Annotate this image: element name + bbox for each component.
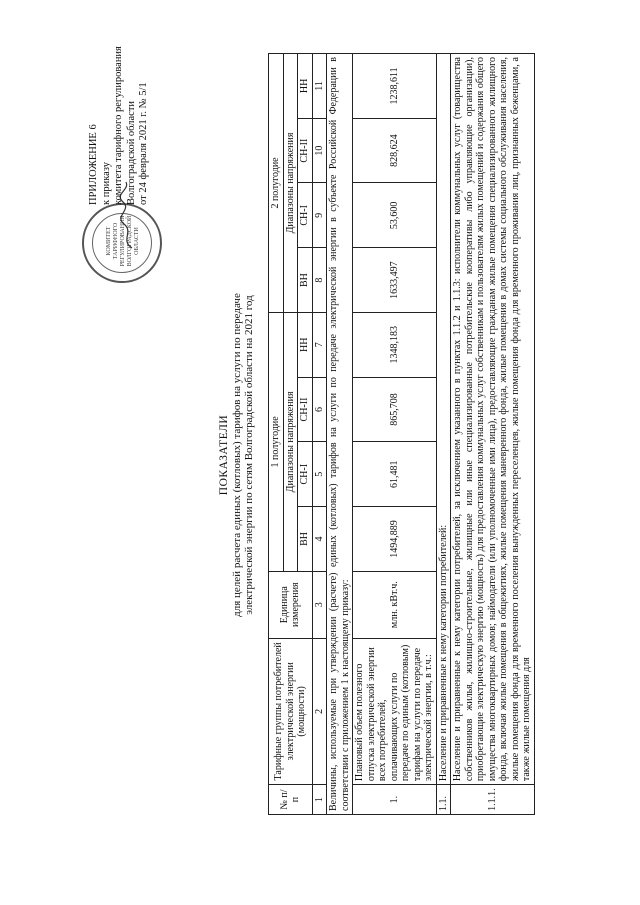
value-cell: 1238,611 [353, 54, 437, 119]
index-cell: 7 [312, 312, 327, 377]
row11-label: Население и приравненные к нему категории потребителей: [436, 54, 451, 785]
header-half1: 1 полугодие [269, 312, 284, 571]
row1-unit: млн. кВт.ч. [353, 571, 437, 638]
value-cell: 1348,183 [353, 312, 437, 377]
level-cell: НН [298, 54, 313, 119]
appendix-line-1: ПРИЛОЖЕНИЕ 6 [88, 124, 99, 205]
value-cell: 53,600 [353, 183, 437, 248]
row1-label: Плановый объем полезного отпуска электрической энергии всех потребителей, оплачивающих услуги по передаче по единым (котловым) тарифам на услуги по передаче электрической энергии, в т.ч.: [353, 638, 437, 785]
value-cell: 1494,889 [353, 507, 437, 572]
level-cell: СН-II [298, 118, 313, 183]
title-line-2: для целей расчета единых (котловых) тарифов на услуги по передаче [230, 293, 243, 617]
index-cell: 11 [312, 54, 327, 119]
header-num: № п/п [269, 785, 313, 815]
row111-text: Население и приравненные к нему категории потребителей, за исключением указанного в пунктах 1.1.2 и 1.1.3: исполнители коммунальных услуг (товарищества собственников жилья, жилищно-строительные, жилищные или иные специализированные потребительские кооперативы либо управляющие организации), приобретающие электрическую энергию (мощность) для предоставления коммунальных услуг собственникам и пользователям жилых помещений и содержания общего имущества многоквартирных домов; наймодатели (или уполномоченные ими лица), предоставляющие гражданам жилые помещения специализированного жилищного фонда, включая жилые помещения в общежитиях, жилые помещения маневренного фонда, жилые помещения в домах системы социального обслуживания населения, жилые помещения фонда для временного поселения вынужденных переселенцев, жилые помещения фонда для временного проживания лиц, признанных беженцами, а также жилые помещения для [451, 54, 535, 785]
title-heading: ПОКАЗАТЕЛИ [218, 414, 230, 496]
row11-num: 1.1. [436, 785, 451, 815]
header-unit: Единица измерения [269, 571, 313, 638]
appendix-line-2: к приказу [100, 162, 112, 205]
level-cell: ВН [298, 248, 313, 313]
level-cell: СН-II [298, 377, 313, 442]
level-cell: ВН [298, 507, 313, 572]
stamp-text: КОМИТЕТ ТАРИФНОГО РЕГУЛИРОВАНИЯ ВОЛГОГРАДСКОЙ ОБЛАСТИ [106, 215, 140, 267]
index-cell: 3 [312, 571, 327, 638]
appendix-line-4: Волгоградской области [125, 100, 137, 205]
index-cell: 6 [312, 377, 327, 442]
level-cell: СН-I [298, 442, 313, 507]
header-half2: 2 полугодие [269, 54, 284, 313]
appendix-line-5: от 24 февраля 2021 г. № 5/1 [138, 82, 149, 205]
row111-num: 1.1.1. [451, 785, 535, 815]
index-cell: 5 [312, 442, 327, 507]
appendix-line-3: комитета тарифного регулирования [113, 46, 124, 205]
row1-num: 1. [353, 785, 437, 815]
indicators-table [268, 53, 535, 815]
index-cell: 4 [312, 507, 327, 572]
title-line-3: электрической энергии по сетям Волгоградской области на 2021 год [243, 295, 255, 615]
index-cell: 10 [312, 118, 327, 183]
index-cell: 1 [312, 785, 327, 815]
appendix-header [88, 15, 151, 205]
index-cell: 8 [312, 248, 327, 313]
section-note: Величины, используемые при утверждении (расчете) единых (котловых) тарифов на услуги по передаче электрической энергии в субъекте Российской Федерации в соответствии с приложением 1 к настоящему приказу: [327, 54, 353, 815]
level-cell: СН-I [298, 183, 313, 248]
value-cell: 828,624 [353, 118, 437, 183]
header-ranges-1: Диапазоны напряжения [283, 312, 298, 571]
value-cell: 1633,497 [353, 248, 437, 313]
index-cell: 9 [312, 183, 327, 248]
value-cell: 61,481 [353, 442, 437, 507]
value-cell: 865,708 [353, 377, 437, 442]
index-cell: 2 [312, 638, 327, 785]
document-title [218, 195, 256, 715]
level-cell: НН [298, 312, 313, 377]
header-group: Тарифные группы потребителей электрической энергии (мощности) [269, 638, 313, 785]
header-ranges-2: Диапазоны напряжения [283, 54, 298, 313]
